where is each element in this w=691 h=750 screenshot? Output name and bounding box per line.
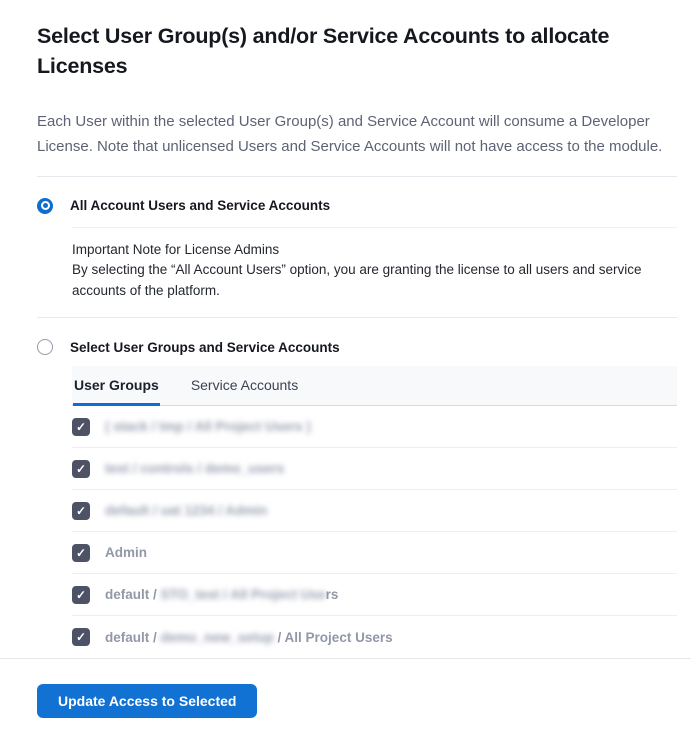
option-select-groups[interactable] <box>37 339 677 355</box>
user-group-label: ( stack / tmp / All Project Users ) <box>105 419 311 435</box>
footer <box>37 659 677 718</box>
tab-user-groups[interactable]: User Groups <box>73 366 160 406</box>
section-divider <box>37 317 677 318</box>
checkbox-checked-icon[interactable]: ✓ <box>72 460 90 478</box>
user-group-row <box>72 406 677 448</box>
option-select-groups-label: Select User Groups and Service Accounts <box>70 339 340 355</box>
user-group-row <box>72 532 677 574</box>
radio-selected-icon[interactable] <box>37 198 53 214</box>
update-access-button[interactable]: Update Access to Selected <box>37 684 257 718</box>
user-group-row <box>72 574 677 616</box>
tab-service-accounts[interactable]: Service Accounts <box>190 376 299 393</box>
user-group-label: test / controls / demo_users <box>105 461 285 477</box>
user-group-label: default / STO_test / All Project Users <box>105 587 339 603</box>
checkbox-checked-icon[interactable]: ✓ <box>72 544 90 562</box>
checkbox-checked-icon[interactable]: ✓ <box>72 586 90 604</box>
user-group-row <box>72 490 677 532</box>
checkbox-checked-icon[interactable]: ✓ <box>72 628 90 646</box>
user-group-label: default / demo_new_setup / All Project Users <box>105 629 393 645</box>
checkbox-checked-icon[interactable]: ✓ <box>72 502 90 520</box>
user-group-label: default / uat 1234 / Admin <box>105 503 268 519</box>
user-group-row <box>72 616 677 658</box>
license-admin-note <box>72 240 677 303</box>
note-divider <box>72 227 677 228</box>
user-group-row <box>72 448 677 490</box>
page-title: Select User Group(s) and/or Service Accounts to allocate Licenses <box>37 24 610 78</box>
radio-unselected-icon[interactable] <box>37 339 53 355</box>
page-description: Each User within the selected User Group(s) and Service Account will consume a Developer License. Note that unlicensed Users and Service Accounts will not have access to the module. <box>37 113 663 155</box>
user-group-label: Admin <box>105 545 147 561</box>
section-divider <box>37 176 677 177</box>
group-tabs <box>72 366 677 406</box>
checkbox-checked-icon[interactable]: ✓ <box>72 418 90 436</box>
option-all-account-users-label: All Account Users and Service Accounts <box>70 198 331 213</box>
user-group-list <box>72 406 677 658</box>
note-title: Important Note for License Admins <box>72 241 280 257</box>
option-all-account-users[interactable] <box>37 198 677 214</box>
note-body: By selecting the “All Account Users” option, you are granting the license to all users and service accounts of the platform. <box>72 262 642 299</box>
